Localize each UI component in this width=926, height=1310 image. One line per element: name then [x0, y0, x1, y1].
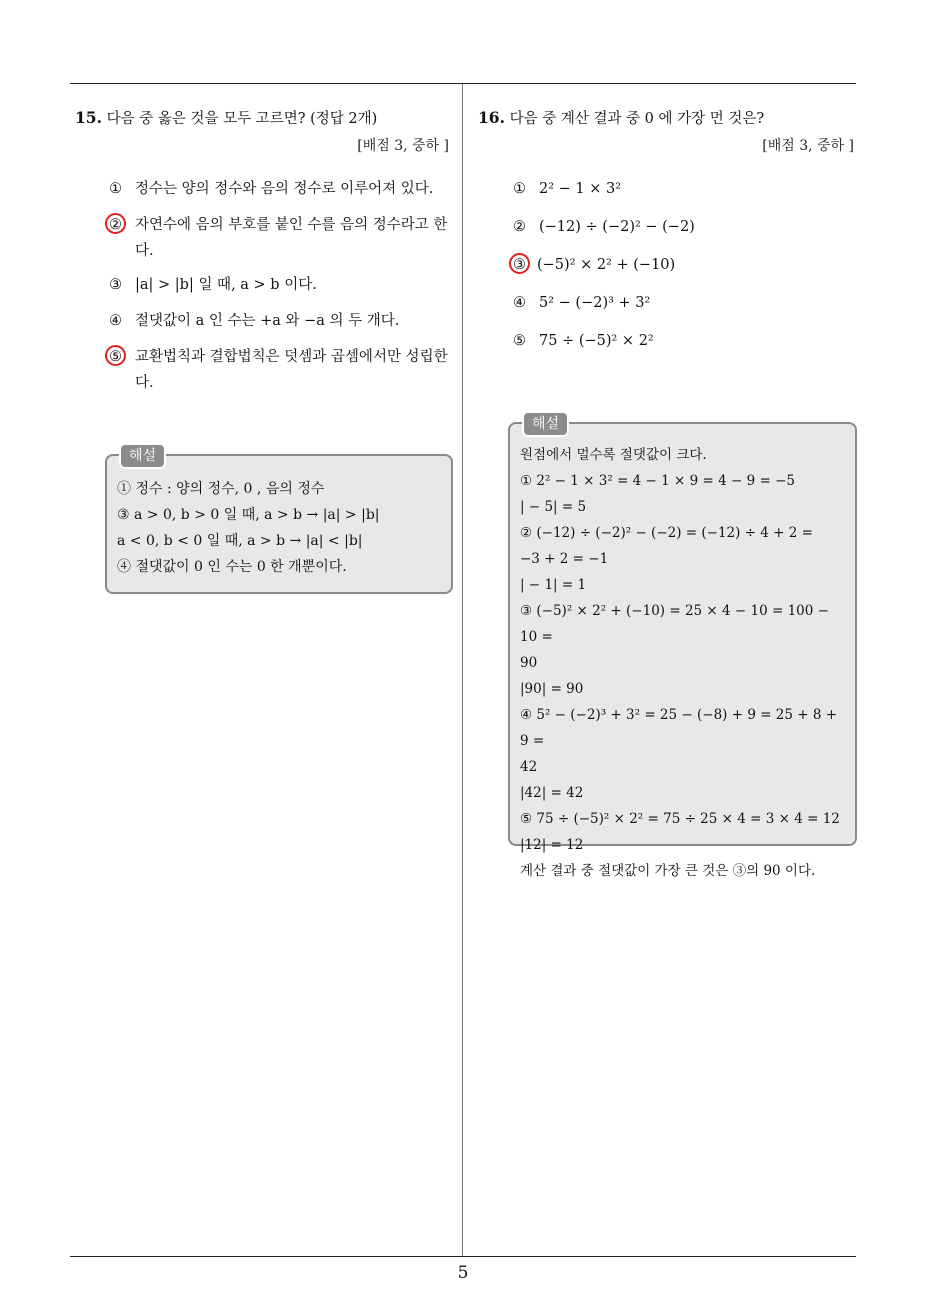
choice-text: 정수는 양의 정수와 음의 정수로 이루어져 있다.: [135, 181, 434, 197]
choice-text: |a| > |b| 일 때, a > b 이다.: [135, 277, 317, 293]
choice-text: 절댓값이 a 인 수는 +a 와 −a 의 두 개다.: [135, 313, 400, 329]
choice-text: (−12) ÷ (−2)² − (−2): [539, 219, 695, 235]
choice-text: 자연수에 음의 부호를 붙인 수를 음의 정수라고 한다.: [135, 217, 448, 259]
choice-3[interactable]: [109, 272, 449, 298]
question-text: 다음 중 옳은 것을 모두 고르면? (정답 2개): [106, 111, 378, 127]
solution-tag: 해설: [522, 411, 569, 437]
solution-line: ③ (−5)² × 2² + (−10) = 25 × 4 − 10 = 100 − 10 =: [520, 603, 829, 645]
bottom-rule: [70, 1256, 856, 1257]
choice-number: ①: [109, 181, 122, 197]
solution-line: 원점에서 멀수록 절댓값이 크다.: [520, 447, 707, 463]
choice-number: ①: [513, 181, 526, 197]
choice-2[interactable]: [109, 212, 449, 264]
solution-line: ③ a > 0, b > 0 일 때, a > b → |a| > |b|: [117, 507, 380, 523]
solution-line: |90| = 90: [520, 681, 584, 697]
choice-text: 5² − (−2)³ + 3²: [539, 295, 651, 311]
choice-2[interactable]: [513, 214, 853, 240]
solution-tag: 해설: [119, 443, 166, 469]
question-15: [75, 108, 449, 396]
solution-line: | − 5| = 5: [520, 499, 587, 515]
choice-4[interactable]: [513, 290, 853, 316]
solution-line: |42| = 42: [520, 785, 584, 801]
choice-number: ④: [513, 295, 526, 311]
choice-number: ⑤: [513, 333, 526, 349]
solution-line: |12| = 12: [520, 837, 584, 853]
question-number: 15.: [75, 108, 102, 127]
question-meta: [배점 3, 중하 ]: [762, 138, 854, 154]
solution-line: ⑤ 75 ÷ (−5)² × 2² = 75 ÷ 25 × 4 = 3 × 4 = 12: [520, 811, 840, 827]
choice-1[interactable]: [109, 176, 449, 202]
choice-number: ③: [109, 277, 122, 293]
choice-text: 2² − 1 × 3²: [539, 181, 622, 197]
solution-line: −3 + 2 = −1: [520, 551, 609, 567]
choice-number: ④: [109, 313, 122, 329]
solution-box-16: [508, 416, 857, 879]
choice-4[interactable]: [109, 308, 449, 334]
question-16-header: [478, 108, 854, 129]
choice-text: 75 ÷ (−5)² × 2²: [539, 333, 654, 349]
question-15-header: [75, 108, 449, 129]
page-number: 5: [457, 1263, 469, 1283]
solution-box-15: [105, 448, 453, 594]
solution-line: ② (−12) ÷ (−2)² − (−2) = (−12) ÷ 4 + 2 =: [520, 525, 813, 541]
solution-line: ① 2² − 1 × 3² = 4 − 1 × 9 = 4 − 9 = −5: [520, 473, 795, 489]
question-number: 16.: [478, 108, 505, 127]
choice-text: 교환법칙과 결합법칙은 덧셈과 곱셈에서만 성립한다.: [135, 349, 448, 391]
question-16: [478, 108, 854, 354]
choice-5[interactable]: [109, 344, 449, 396]
top-rule: [70, 83, 856, 84]
solution-line: 42: [520, 759, 538, 775]
choice-number: ②: [109, 217, 122, 233]
choice-5[interactable]: [513, 328, 853, 354]
question-meta: [배점 3, 중하 ]: [357, 138, 449, 154]
choice-number: ②: [513, 219, 526, 235]
column-divider: [462, 84, 463, 1257]
choice-number: ③: [513, 257, 526, 273]
choice-3[interactable]: [513, 252, 853, 278]
choice-text: (−5)² × 2² + (−10): [537, 257, 676, 273]
solution-line: ① 정수 : 양의 정수, 0 , 음의 정수: [117, 481, 325, 497]
choice-number: ⑤: [109, 349, 122, 365]
question-text: 다음 중 계산 결과 중 0 에 가장 먼 것은?: [509, 111, 765, 127]
solution-line: a < 0, b < 0 일 때, a > b → |a| < |b|: [117, 533, 363, 549]
choice-1[interactable]: [513, 176, 853, 202]
solution-line: 90: [520, 655, 538, 671]
solution-line: ④ 5² − (−2)³ + 3² = 25 − (−8) + 9 = 25 + 8 + 9 =: [520, 707, 838, 749]
solution-line: | − 1| = 1: [520, 577, 587, 593]
solution-line: ④ 절댓값이 0 인 수는 0 한 개뿐이다.: [117, 559, 347, 575]
solution-line: 계산 결과 중 절댓값이 가장 큰 것은 ③의 90 이다.: [520, 863, 816, 879]
